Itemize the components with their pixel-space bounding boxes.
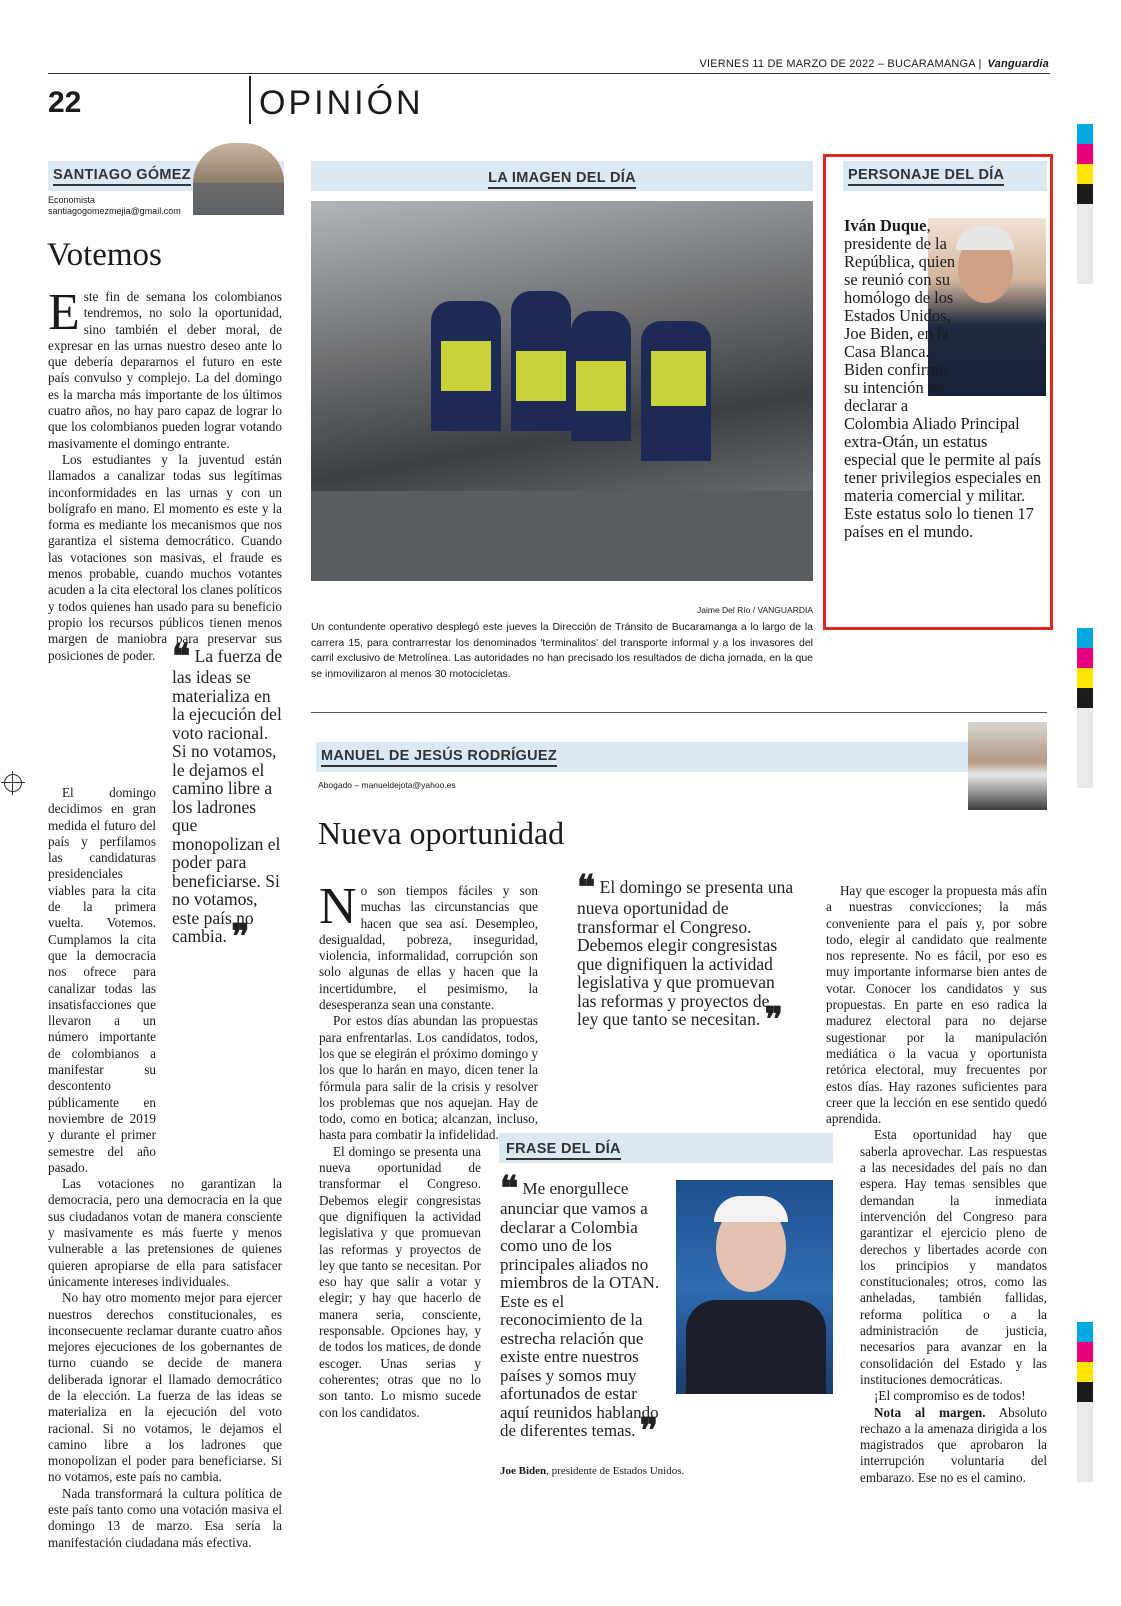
author-byline-2: Abogado – manueldejota@yahoo.es xyxy=(318,780,456,790)
pull-quote-text: La fuerza de las ideas se materializa en la ejecución del voto racional. Si no votamos, le dejamos el camino libre a los ladrones que monopolizan el poder para beneficiarse. Si no votamos, este país no cambia. xyxy=(172,646,283,946)
close-quote-icon: ❞ xyxy=(764,1002,783,1039)
traffic-operation-photo xyxy=(311,201,813,581)
attribution-role: , presidente de Estados Unidos. xyxy=(546,1465,685,1477)
author-name: SANTIAGO GÓMEZ xyxy=(53,167,191,186)
dropcap-2: N xyxy=(319,878,357,935)
paragraph: Esta oportunidad hay que saberla aprovechar. Las respuestas a las necesidades del país no dan espera. Hay temas sensibles que demandan la inmediata intervención del Congreso para garantizar el ejercicio pleno de derechos y libertades acorde con los principios y mandatos constitucionales; otros, como las anheladas, también fallidas, reforma política o a la administración de justicia, necesarios para avanzar en la consolidación del Estado y las instituciones democráticas. xyxy=(860,1127,1047,1387)
article-body-top xyxy=(48,284,282,664)
registration-mark-icon xyxy=(4,774,22,792)
author-avatar-2 xyxy=(968,722,1047,810)
header-rule xyxy=(48,73,1050,74)
author-email: santiagogomezmejia@gmail.com xyxy=(48,206,181,216)
paragraph: No hay otro momento mejor para ejercer nuestros derechos constitucionales, es inconsecuente reclamar durante cuatro años mejores ejecuciones de los gobernantes de turno cuando se decide de manera deliberada ignorar el llamado democrático de la elección. La fuerza de las ideas se materializa en la ejecución del voto racional. Si no votamos, le dejamos el camino libre a los ladrones que monopolizan el poder para beneficiarse. Si no votamos, este país no cambia. xyxy=(48,1290,282,1485)
section-rule xyxy=(311,712,1047,713)
phrase-of-day-label: FRASE DEL DÍA xyxy=(506,1141,621,1160)
paragraph: Las votaciones no garantizan la democracia, pero una democracia en la que sus ciudadanos votan de manera consciente y masivamente es más fuerte y menos vulnerable a las pretensiones de quienes quieren apropiarse de ella para satisfacer únicamente intereses individuales. xyxy=(48,1176,282,1289)
pull-quote-2 xyxy=(577,870,795,1039)
phrase-of-day-bar xyxy=(499,1133,833,1163)
pull-quote-text-2: El domingo se presenta una nueva oportunidad de transformar el Congreso. Debemos elegir congresistas que dignifiquen la actividad legislativa y que promuevan las reformas y proyectos de ley que tanto se necesitan. xyxy=(577,877,794,1029)
paragraph: El domingo se presenta una nueva oportunidad de transformar el Congreso. Debemos elegir congresistas que dignifiquen la actividad legislativa y que promuevan las reformas y proyectos de ley que tanto se necesitan. Por eso hay que salir a votar y elegir; y hay que hacerlo de manera seria, consciente, responsable. Opciones hay, y de todos los matices, de donde escoger. Unas serias y coherentes; otras que no lo son tanto. Lo mismo sucede con los candidatos. xyxy=(319,1143,481,1420)
image-of-day-label: LA IMAGEN DEL DÍA xyxy=(488,170,636,189)
date-line: VIERNES 11 DE MARZO DE 2022 – BUCARAMANGA | xyxy=(699,58,982,70)
paragraph: El domingo decidimos en gran medida el futuro del país y perfilamos las candidaturas presidenciales viables para la cita de la primera vuelta. Votemos. Cumplamos la cita que la democracia nos ofrece para canalizar todas las insatisfacciones que llevaron a un número importante de colombianos a manifestar su descontento públicamente en noviembre de 2019 y durante el primer semestre del año pasado. xyxy=(48,785,156,1175)
phrase-quote xyxy=(500,1171,670,1450)
article-body-2-col3 xyxy=(826,883,1047,1486)
article-body-bottom xyxy=(48,785,282,1551)
article-title-2: Nueva oportunidad xyxy=(318,815,565,851)
paragraph: ¡El compromiso es de todos! xyxy=(874,1388,1026,1404)
paragraph: Por estos días abundan las propuestas para enfrentarlas. Los candidatos, todos, los que se elegirán el próximo domingo y los que lo harán en mayo, dicen tener la fórmula para salir de la crisis y resolver los problemas que nos aquejan. Hay de todo, como en botica; alcanzan, incluso, hasta para combatir la infidelidad. xyxy=(319,1013,538,1143)
note-label: Nota al margen. xyxy=(874,1404,986,1420)
phrase-attribution xyxy=(500,1465,684,1477)
header-date xyxy=(699,58,1049,70)
color-bars-top xyxy=(1077,124,1093,284)
note-text: Absoluto rechazo a la amenaza dirigida a los magistrados que aprobaron la interrupción voluntaria del embarazo. Ese no es el camino. xyxy=(860,1404,1047,1485)
close-quote-icon: ❞ xyxy=(639,1413,659,1450)
paragraph: Nada transformará la cultura política de este país tanto como una votación masiva el domingo 13 de marzo. Esa sería la manifestación ciudadana más efectiva. xyxy=(48,1485,282,1550)
phrase-text: Me enorgullece anunciar que vamos a declarar a Colombia como uno de los principales aliados no miembros de la OTAN. Este es el reconocimiento de la estrecha relación que existe entre nuestros países y somos muy afortunados de estar aquí reunidos hablando de diferentes temas. xyxy=(500,1179,660,1440)
photo-credit: Jaime Del Río / VANGUARDIA xyxy=(697,605,814,615)
paragraph: Hay que escoger la propuesta más afín a nuestras convicciones; la más conveniente para el país y, por sobre todo, elegir al candidato que realmente nos represente. No es fácil, por eso es muy importante informarse bien antes de votar. Conocer los candidatos y sus propuestas. En parte en eso radica la madurez electoral para no dejarse sugestionar por la manipulación mediática o la vacua y oportunista retórica electoral, muy frecuentes por estos días. Hay razones suficientes para creer que la lección en ese sentido quedó aprendida. xyxy=(826,883,1047,1127)
author-label-bar-2 xyxy=(316,742,1047,772)
author-role: Economista xyxy=(48,195,96,205)
open-quote-icon: ❝ xyxy=(577,870,596,907)
character-of-day-label: PERSONAJE DEL DÍA xyxy=(848,167,1004,186)
article-title: Votemos xyxy=(47,237,162,273)
character-name: Iván Duque xyxy=(844,216,927,235)
section-divider xyxy=(249,76,251,124)
section-title: OPINIÓN xyxy=(259,84,424,122)
character-description: , presidente de la República, quien se reunió con su homólogo de los Estados Unidos, Joe Biden, en la Casa Blanca. Biden confirmó su intención de declarar a Colombia Aliado Principal extra-Otán, un estatus especial que le permite al país tener privilegios especiales en materia comercial y militar. Este estatus solo lo tienen 17 países en el mundo. xyxy=(844,216,1042,541)
character-of-day-bar xyxy=(843,161,1047,191)
dropcap: E xyxy=(48,284,80,341)
paragraph: o son tiempos fáciles y son muchas las circunstancias que hacen que sea así. Desempleo, desigualdad, pobreza, inseguridad, violencia, informalidad, corrupción son solo algunas de ellas y hacen que la incertidumbre, el pesimismo, la desesperanza sean una constante. xyxy=(319,883,538,1013)
page-number: 22 xyxy=(48,86,82,119)
biden-photo xyxy=(676,1180,833,1394)
paragraph: ste fin de semana los colombianos tendremos, no solo la oportunidad, sino también el deber moral, de expresar en las urnas nuestro deseo ante lo que debería depararnos el futuro en este país convulso y complejo. La del domingo es la marcha más importante de los últimos cuatro años, no hay paro capaz de lograr lo que los colombianos pueden lograr votando masivamente el domingo entrante. xyxy=(48,289,282,451)
open-quote-icon: ❝ xyxy=(500,1171,519,1208)
color-bars-bottom xyxy=(1077,1322,1093,1482)
close-quote-icon: ❞ xyxy=(231,919,250,956)
color-bars-mid xyxy=(1077,628,1093,788)
author-avatar xyxy=(193,143,284,215)
open-quote-icon: ❝ xyxy=(172,639,191,676)
character-text xyxy=(844,217,1044,541)
photo-caption: Un contundente operativo desplegó este jueves la Dirección de Tránsito de Bucaramanga a lo largo de la carrera 15, para contrarrestar los denominados 'terminalitos' del transporte informal y a los invasores del carril exclusivo de Metrolínea. Las autoridades no han precisado los resultados de dicha jornada, en la que se inmovilizaron al menos 30 motocicletas. xyxy=(311,621,813,680)
author-name-2: MANUEL DE JESÚS RODRÍGUEZ xyxy=(321,748,557,767)
author-info xyxy=(48,195,181,217)
attribution-name: Joe Biden xyxy=(500,1465,547,1477)
brand-logo: Vanguardia xyxy=(987,58,1049,70)
paragraph: Los estudiantes y la juventud están llamados a canalizar todas sus legítimas inconformidades en las urnas y con un bolígrafo en mano. El momento es este y la forma es mediante los mecanismos que nos garantiza el sistema democrático. Cuando las votaciones son masivas, el fraude es menos probable, cuando muchos votantes acuden a la cita electoral los clanes políticos y todos quienes han usado para su beneficio propio los recursos públicos tienen menos margen de maniobra para preservar sus posiciones de poder. xyxy=(48,451,282,663)
image-of-day-bar xyxy=(311,161,813,191)
